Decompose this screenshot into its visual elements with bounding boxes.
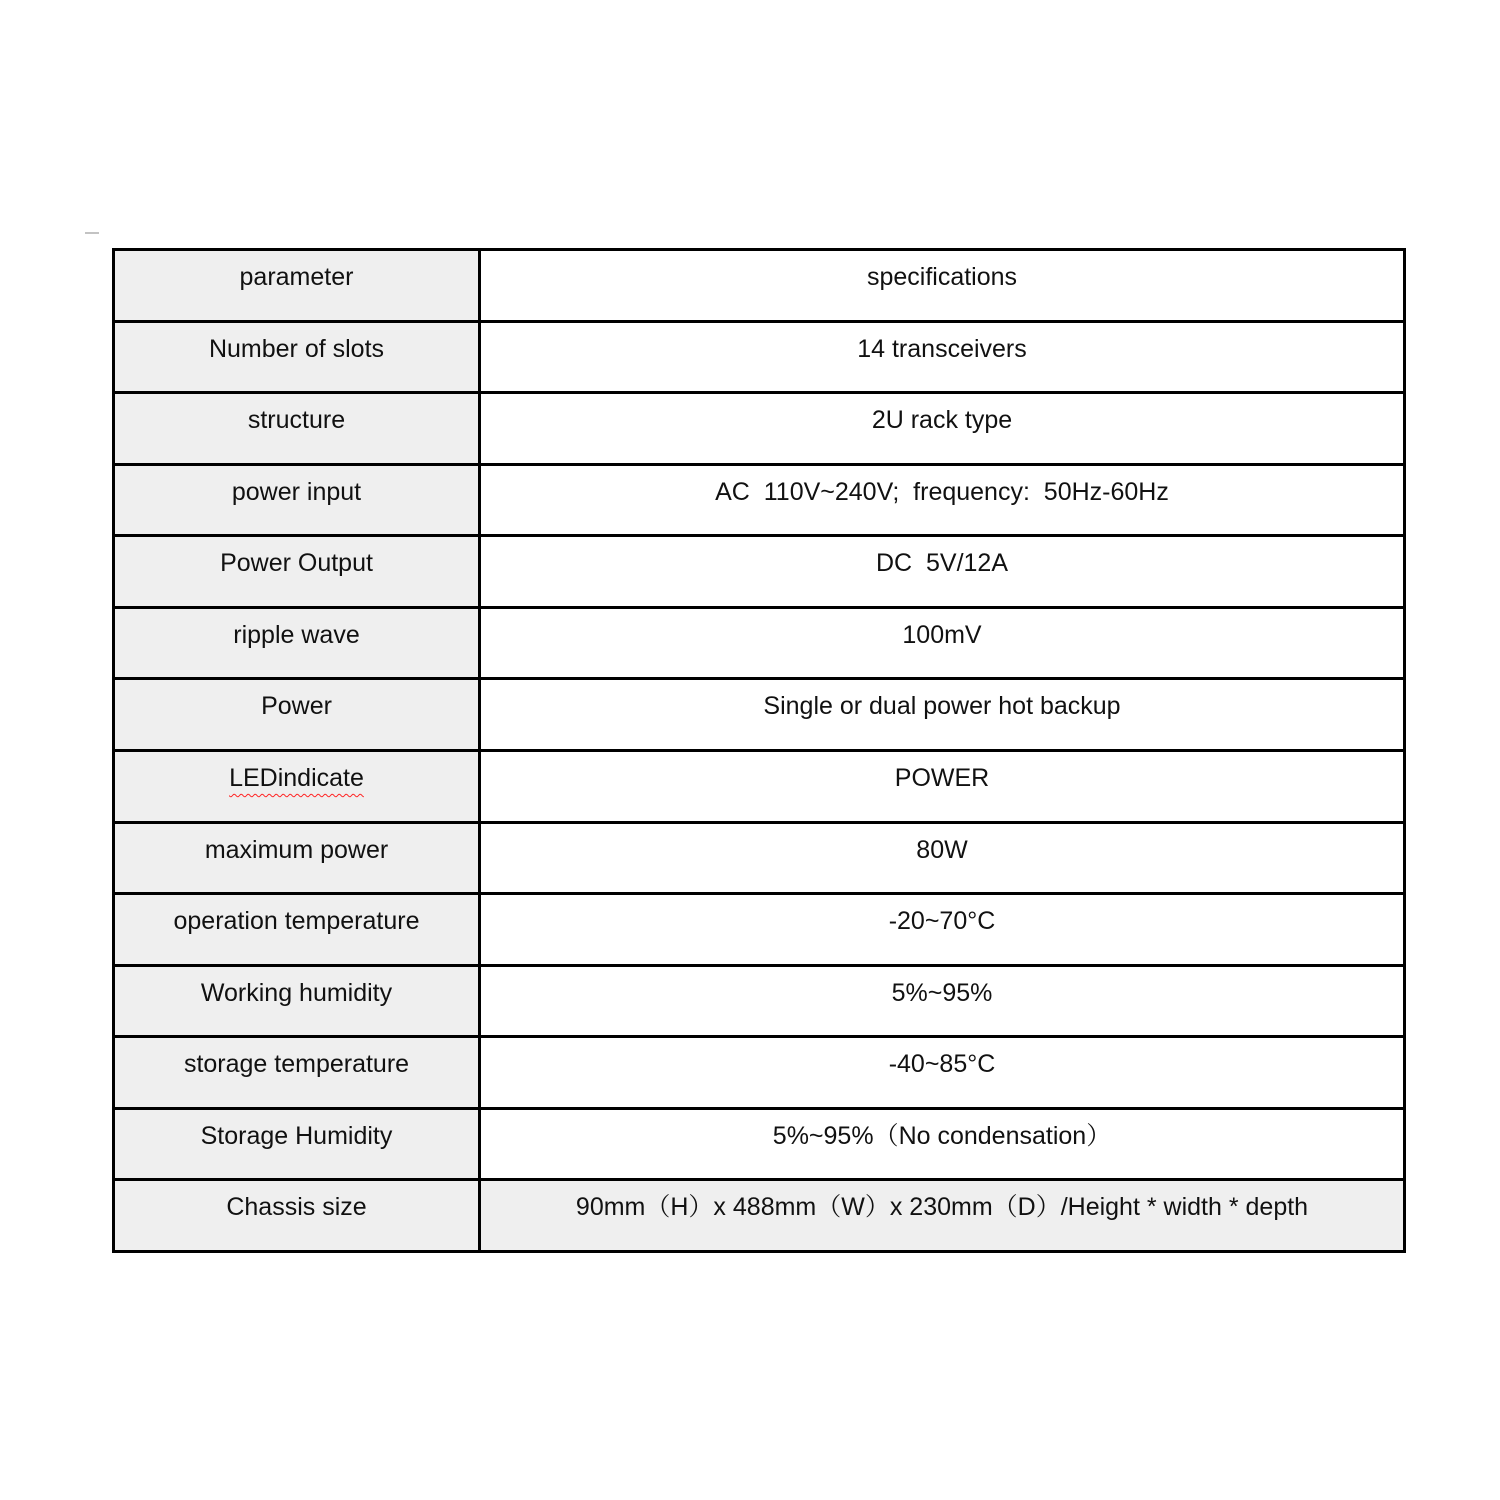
- parameter-cell: operation temperature: [114, 894, 480, 966]
- specification-cell: 14 transceivers: [480, 321, 1405, 393]
- stray-dash-mark: [85, 232, 99, 234]
- specification-cell: DC 5V/12A: [480, 536, 1405, 608]
- parameter-cell: Number of slots: [114, 321, 480, 393]
- table-row: [114, 679, 1405, 751]
- specification-cell: POWER: [480, 750, 1405, 822]
- specification-cell: 5%~95%（No condensation）: [480, 1108, 1405, 1180]
- parameter-cell: Power: [114, 679, 480, 751]
- header-parameter-cell: parameter: [114, 250, 480, 322]
- parameter-cell: Storage Humidity: [114, 1108, 480, 1180]
- parameter-cell: Chassis size: [114, 1180, 480, 1252]
- table-row: [114, 1037, 1405, 1109]
- specification-cell: 2U rack type: [480, 393, 1405, 465]
- parameter-cell: maximum power: [114, 822, 480, 894]
- table-row: [114, 393, 1405, 465]
- table-row: [114, 536, 1405, 608]
- table-row: [114, 321, 1405, 393]
- parameter-cell: storage temperature: [114, 1037, 480, 1109]
- header-specifications-cell: specifications: [480, 250, 1405, 322]
- parameter-cell: power input: [114, 464, 480, 536]
- specification-cell: AC 110V~240V; frequency: 50Hz-60Hz: [480, 464, 1405, 536]
- specifications-table-body: [114, 250, 1405, 1252]
- table-row: [114, 750, 1405, 822]
- specification-cell: 80W: [480, 822, 1405, 894]
- specification-cell: 100mV: [480, 607, 1405, 679]
- table-header-row: [114, 250, 1405, 322]
- table-row: [114, 965, 1405, 1037]
- misspelled-word: LEDindicate: [229, 763, 364, 792]
- parameter-cell: Working humidity: [114, 965, 480, 1037]
- table-row: [114, 1108, 1405, 1180]
- parameter-cell: structure: [114, 393, 480, 465]
- table-row: [114, 607, 1405, 679]
- specifications-table: [112, 248, 1406, 1253]
- table-row: [114, 464, 1405, 536]
- table-row: [114, 1180, 1405, 1252]
- specification-cell: Single or dual power hot backup: [480, 679, 1405, 751]
- parameter-cell: [114, 750, 480, 822]
- specification-cell: -40~85°C: [480, 1037, 1405, 1109]
- table-row: [114, 822, 1405, 894]
- parameter-cell: ripple wave: [114, 607, 480, 679]
- table-row: [114, 894, 1405, 966]
- specification-cell: 90mm（H）x 488mm（W）x 230mm（D）/Height * width * depth: [480, 1180, 1405, 1252]
- parameter-cell: Power Output: [114, 536, 480, 608]
- specification-cell: 5%~95%: [480, 965, 1405, 1037]
- specification-cell: -20~70°C: [480, 894, 1405, 966]
